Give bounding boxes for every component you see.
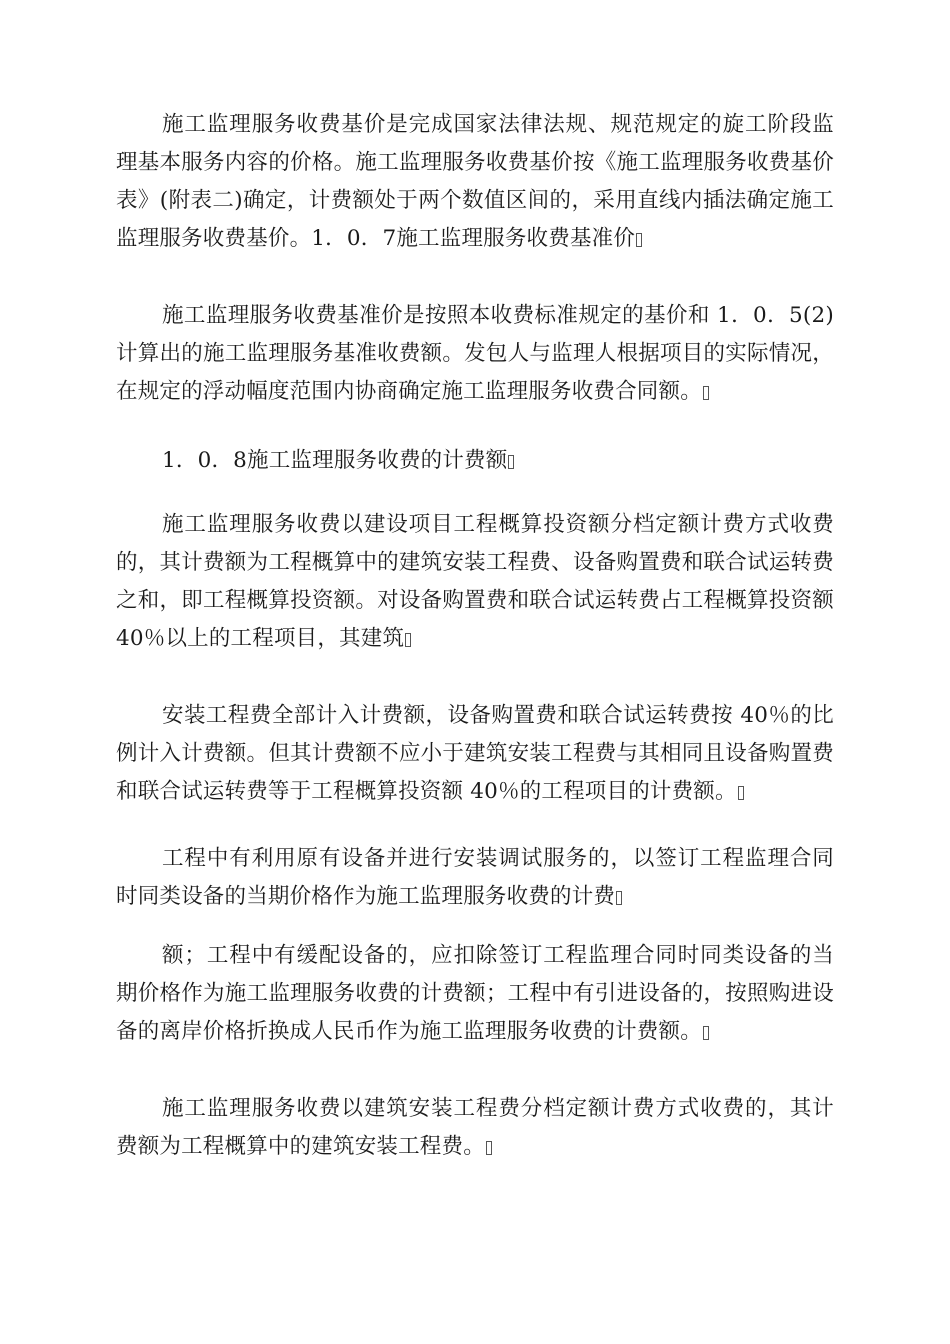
paragraph-7-text: 额；工程中有缓配设备的，应扣除签订工程监理合同时同类设备的当期价格作为施工监理服务收费的计费额；工程中有引进设备的，按照购进设备的离岸价格折换成人民币作为施工监理服务收费的计费额。 bbox=[116, 943, 834, 1044]
paragraph-8-text: 施工监理服务收费以建筑安装工程费分档定额计费方式收费的，其计费额为工程概算中的建筑安装工程费。 bbox=[116, 1096, 834, 1159]
paragraph-2 bbox=[116, 297, 834, 411]
paragraph-end-mark-icon bbox=[486, 1141, 492, 1155]
paragraph-end-mark-icon bbox=[703, 1026, 709, 1040]
section-heading-text: 1．0．8施工监理服务收费的计费额 bbox=[162, 448, 508, 473]
paragraph-6-text: 工程中有利用原有设备并进行安装调试服务的，以签订工程监理合同时同类设备的当期价格作为施工监理服务收费的计费 bbox=[116, 846, 834, 909]
paragraph-end-mark-icon bbox=[738, 786, 744, 800]
paragraph-end-mark-icon bbox=[703, 386, 709, 400]
paragraph-end-mark-icon bbox=[636, 233, 642, 247]
paragraph-4 bbox=[116, 506, 834, 658]
paragraph-6 bbox=[116, 840, 834, 916]
paragraph-8 bbox=[116, 1090, 834, 1166]
paragraph-7 bbox=[116, 937, 834, 1051]
paragraph-5-text: 安装工程费全部计入计费额，设备购置费和联合试运转费按 40％的比例计入计费额。但其计费额不应小于建筑安装工程费与其相同且设备购置费和联合试运转费等于工程概算投资额 40％的工程项目的计费额。 bbox=[116, 703, 834, 804]
paragraph-5 bbox=[116, 697, 834, 811]
section-heading-1-0-8 bbox=[116, 442, 834, 480]
paragraph-4-text: 施工监理服务收费以建设项目工程概算投资额分档定额计费方式收费的，其计费额为工程概算中的建筑安装工程费、设备购置费和联合试运转费之和，即工程概算投资额。对设备购置费和联合试运转费占工程概算投资额 40％以上的工程项目，其建筑 bbox=[116, 512, 834, 651]
paragraph-2-text: 施工监理服务收费基准价是按照本收费标准规定的基价和 1．0．5(2)计算出的施工监理服务基准收费额。发包人与监理人根据项目的实际情况，在规定的浮动幅度范围内协商确定施工监理服务收费合同额。 bbox=[116, 303, 834, 404]
paragraph-1-text: 施工监理服务收费基价是完成国家法律法规、规范规定的旋工阶段监理基本服务内容的价格。施工监理服务收费基价按《施工监理服务收费基价表》(附表二)确定，计费额处于两个数值区间的，采用直线内插法确定施工监理服务收费基价。1．0．7施工监理服务收费基准价 bbox=[116, 112, 834, 251]
paragraph-1 bbox=[116, 106, 834, 258]
paragraph-end-mark-icon bbox=[616, 891, 622, 905]
paragraph-end-mark-icon bbox=[508, 455, 514, 469]
paragraph-end-mark-icon bbox=[405, 633, 411, 647]
